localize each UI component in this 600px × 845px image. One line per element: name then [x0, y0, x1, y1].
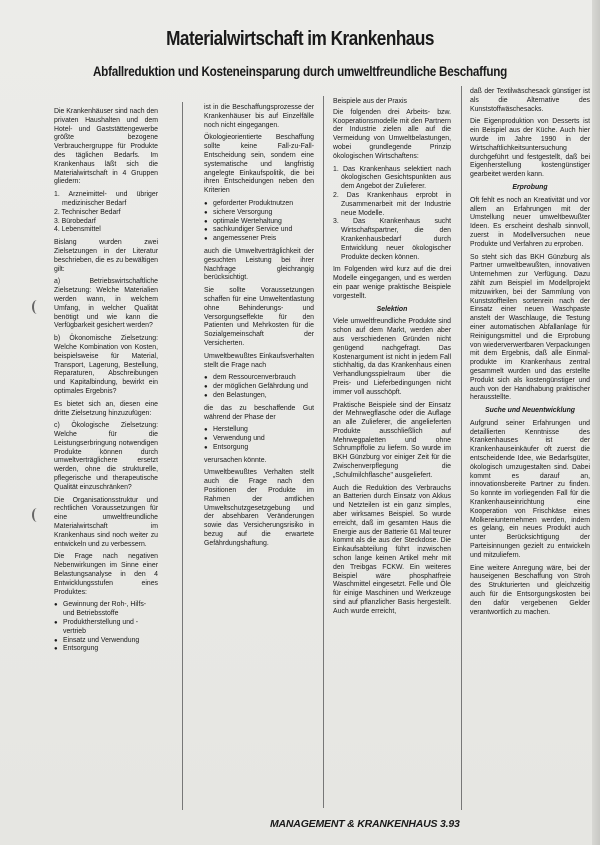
paragraph: Die folgenden drei Arbeits- bzw. Kooperationsmodelle mit den Partnern der Industrie zielen alle auf die Vermeidung von Umweltbelastungen, wobei grundlegende Prinzip ökologischen Wirtschaftens:: [333, 108, 451, 160]
article-title: Materialwirtschaft im Krankenhaus: [166, 28, 434, 50]
paragraph: Die Frage nach negativen Nebenwirkungen im Sinne einer Belastungsanalyse in den 4 Entwicklungsstufen eines Produktes:: [54, 553, 158, 596]
bullet-list: [204, 374, 314, 400]
scan-edge: [592, 0, 600, 845]
journal-footer: MANAGEMENT & KRANKENHAUS 3.93: [270, 818, 460, 830]
list-item: ● dem Ressourcenverbrauch: [204, 374, 314, 383]
list-item: 1. Das Krankenhaus selektiert nach ökologischen Gesichtspunkten aus dem Angebot der Zulieferer.: [333, 165, 451, 191]
list-item: ● sichere Versorgung: [204, 209, 314, 218]
bullet-list: [204, 200, 314, 244]
paragraph: verursachen könnte.: [204, 456, 267, 464]
paragraph: a) Betriebswirtschaftliche Zielsetzung: Welche Materialien werden wann, in welchem Umfang, in welcher Qualität benötigt und wie kann die Verfügbarkeit gesichert werden?: [54, 278, 158, 330]
paragraph: Eine weitere Anregung wäre, bei der hauseigenen Beschaffung von Stroh des Strukturierten und gleichzeitig auch für die Entsorgungskosten bei den dafür vergebenen Gelder verantwortlich zu machen.: [470, 564, 590, 616]
list-item: ● geforderter Produktnutzen: [204, 200, 314, 209]
section-heading: Suche und Neuentwicklung: [485, 407, 575, 415]
list-item: ● Entsorgung: [54, 645, 158, 654]
column-rule: [461, 86, 462, 810]
list-item: ● Einsatz und Verwendung: [54, 637, 158, 646]
paragraph: So steht sich das BKH Günzburg als Partner umweltbewußten, innovativen Unternehmen zur Verfügung. Dazu zählt zum Beispiel im Modellprojekt mitzuwirken, bei der Sammlung von Kunststoffteilen sortenrein nach der Einsatz einer neuen Waschpaste anstelt der Waschlauge, die Testung einer automatischen Abfallanlage für Reinigungsmittel und die Erprobung von wiederverwertbaren Verpackungen mit dem Ergebnis, daß alle Einmal-produkte im Krankenhaus zentral gesammelt wurden und das erstellte Produkt sich als kostengünstiger und auch von der Handhabung praktischer herausstellte.: [470, 253, 590, 402]
paragraph: b) Ökonomische Zielsetzung: Welche Kombination von Kosten, beispielsweise für Material, Transport, Lagerung, Bestellung, Reparaturen, Abschreibungen und Kapitalbindung, bewirkt ein optimales Ergebnis?: [54, 335, 158, 395]
list-item: ● Entsorgung: [204, 444, 314, 453]
paragraph: Im Folgenden wird kurz auf die drei Modelle eingegangen, und es werden ein paar wenige praktische Beispiele vorgestellt.: [333, 266, 451, 300]
punch-hole-mark: [32, 300, 42, 314]
list-item: 4. Lebensmittel: [54, 226, 101, 234]
paragraph: Umweltbewußtes Einkaufsverhalten stellt die Frage nach: [204, 352, 314, 369]
column-4: [470, 88, 590, 621]
list-item: 1. Arzneimittel- und übriger medizinischer Bedarf: [54, 191, 158, 207]
list-item: ● Produktherstellung und -vertrieb: [54, 619, 158, 637]
list-item: 2. Technischer Bedarf: [54, 208, 121, 216]
paragraph: Auch die Reduktion des Verbrauchs an Batterien durch Einsatz von Akkus und Netzteilen ist ein ganz simples, aber wirksames Beispiel. So wurde erreicht, daß im gesamten Haus die Energie aus der Batterie 61 Mal teurer kommt als die aus der Steckdose. Die Einkaufsabteilung führt inzwischen schon lange keinen Artikel mehr mit den Treibgas FCKW. Ein weiteres Beispiel wäre phosphatfreie Waschmittel eingesetzt. Felle und Öle für einige Maschinen und Werkzeuge sind auf pflanzlicher Basis hergestellt. Auch wurde erreicht,: [333, 484, 451, 615]
paragraph: Bislang wurden zwei Zielsetzungen in der Literatur beschrieben, die es zu bewältigen gilt:: [54, 239, 158, 273]
paragraph: c) Ökologische Zielsetzung: Welche für die Leistungserbringung notwendigen Produkte können durch umweltverträglichere ersetzt werden, ohne die strukturelle, pflegerische und therapeutische Qualität einzuschränken?: [54, 422, 158, 491]
section-heading: Beispiele aus der Praxis: [333, 98, 407, 105]
paragraph: Oft fehlt es noch an Kreativität und vor allem an Erfahrungen mit der Umstellung neuer umweltbewußter Ideen. Es erscheint deshalb sinnvoll, zuerst in Modellversuchen neue Produkte und Verfahren zu erproben.: [470, 196, 590, 248]
paragraph: Aufgrund seiner Erfahrungen und detaillierten Kenntnisse des Krankenhauses ist der Krankenhauseinkäufer oft zuerst die entscheidende Idee, wie Bedarfsgüter, ökologisch umzugestalten sind. Dabei kommt es darauf an, innovationsbereite Partner zu finden. So konnte im vorliegenden Fall für die Krankenhauseinrichtung eine Kooperation von Frischkäse eines Molkereiunternehmen werden, indem es gelang, ein neues Produkt auch unter Berücksichtigung der Parteisinnungen gezielt zu entwickeln und mitzuliefern.: [470, 419, 590, 559]
paragraph: Sie sollte Voraussetzungen schaffen für eine Umweltentlastung ohne Behinderungs- und Versorgungseffekte für den Patienten und Mehrkosten für die Sozialgemeinschaft der Versicherten.: [204, 287, 314, 347]
list-item: ● Herstellung: [204, 426, 314, 435]
paragraph: Umweltbewußtes Verhalten stellt auch die Frage nach den Positionen der Produkte im Rahmen der amtlichen Umweltschutzgesetzgebung und der absehbaren Veränderungen sowie das Versicherungsrisiko in bezug auf die erwartete Gefährdungshaftung.: [204, 469, 314, 547]
paragraph: Ökologieorientierte Beschaffung sollte keine Fall-zu-Fall-Entscheidung sein, sondern eine systematische und langfristig angelegte Einkaufspolitik, die bei ihren Entscheidungen neben den Kriterien: [204, 134, 314, 195]
column-3: [333, 98, 451, 621]
paragraph: Es bietet sich an, diesen eine dritte Zielsetzung hinzuzufügen:: [54, 400, 158, 417]
list-item: ● der möglichen Gefährdung und: [204, 383, 314, 392]
bullet-list: [204, 426, 314, 452]
paragraph: auch die Umweltverträglichkeit der gesuchten Leistung bei ihrer Nachfrage gleichrangig berücksichtigt.: [204, 247, 314, 282]
column-2: [204, 104, 314, 553]
article-subtitle: Abfallreduktion und Kosteneinsparung durch umweltfreundliche Beschaffung: [92, 64, 508, 79]
bullet-list: [54, 601, 158, 654]
section-heading: Erprobung: [512, 183, 548, 191]
paragraph: Praktische Beispiele sind der Einsatz der Mehrwegflasche oder die Auflage an alle Zulieferer, die angelieferten Produkte ausschließlich auf Mehrwegpaletten und ohne Schrumpffolie zu liefern. So wurde im BKH Günzburg vor einiger Zeit für die Zwischenverpflegung die „Schulmilchflasche" ausgeliefert.: [333, 401, 451, 479]
list-item: ● Gewinnung der Roh-, Hilfs- und Betriebsstoffe: [54, 601, 158, 619]
paragraph: die das zu beschaffende Gut während der Phase der: [204, 404, 314, 421]
list-item: 3. Bürobedarf: [54, 217, 96, 225]
paragraph: Die Krankenhäuser sind nach den privaten Haushalten und dem Hotel- und Gaststättengewerbe größte bezogene Verbrauchergruppe für Produkte des täglichen Bedarfs. Im Krankenhaus läßt sich die Materialwirtschaft in 4 Gruppen gliedern:: [54, 108, 158, 186]
list-item: 3. Das Krankenhaus sucht Wirtschaftspartner, die den Krankenhausbedarf durch Entwicklung neuer ökologischer Produkte decken können.: [333, 218, 451, 261]
paragraph: Die Eigenproduktion von Desserts ist ein Beispiel aus der Küche. Auch hier wurde im Jahre 1990 in der Wirtschaftlichkeitsuntersuchung durchgeführt und festgestellt, daß bei Eigenherstellung kostengünstiger gearbeitet werden kann.: [470, 118, 590, 179]
paragraph: Die Organisationsstruktur und rechtlichen Voraussetzungen für eine umweltfreundliche Materialwirtschaft im Krankenhaus sind noch weiter zu entwickeln und zu verbessern.: [54, 496, 158, 548]
column-1: [54, 108, 158, 658]
column-rule: [323, 96, 324, 808]
list-item: ● angemessener Preis: [204, 235, 314, 244]
list-item: ● optimale Wertehaltung: [204, 218, 314, 227]
paragraph: Viele umweltfreundliche Produkte sind schon auf dem Markt, werden aber aus verschiedenen Gründen nicht genügend nachgefragt. Das Kostenargument ist nicht in jedem Fall stichhaltig, da das Krankenhaus einen Verhandlungsspielraum über die Preis- und Lieferbedingungen nicht immer voll ausschöpft.: [333, 318, 451, 396]
column-rule: [182, 102, 183, 810]
section-heading: Selektion: [376, 305, 408, 313]
list-item: ● Verwendung und: [204, 435, 314, 444]
punch-hole-mark: [32, 508, 42, 522]
paragraph: daß der Textilwäschesack günstiger ist als die Alternative des Kunststoffwäschesacks.: [470, 88, 590, 113]
list-item: ● sachkundiger Service und: [204, 226, 314, 235]
paragraph: ist in die Beschaffungsprozesse der Krankenhäuser bis auf Einzelfälle noch nicht eingegangen.: [204, 104, 314, 129]
list-item: 2. Das Krankenhaus erprobt in Zusammenarbeit mit der Industrie neue Modelle.: [333, 191, 451, 217]
list-item: ● den Belastungen,: [204, 392, 314, 401]
